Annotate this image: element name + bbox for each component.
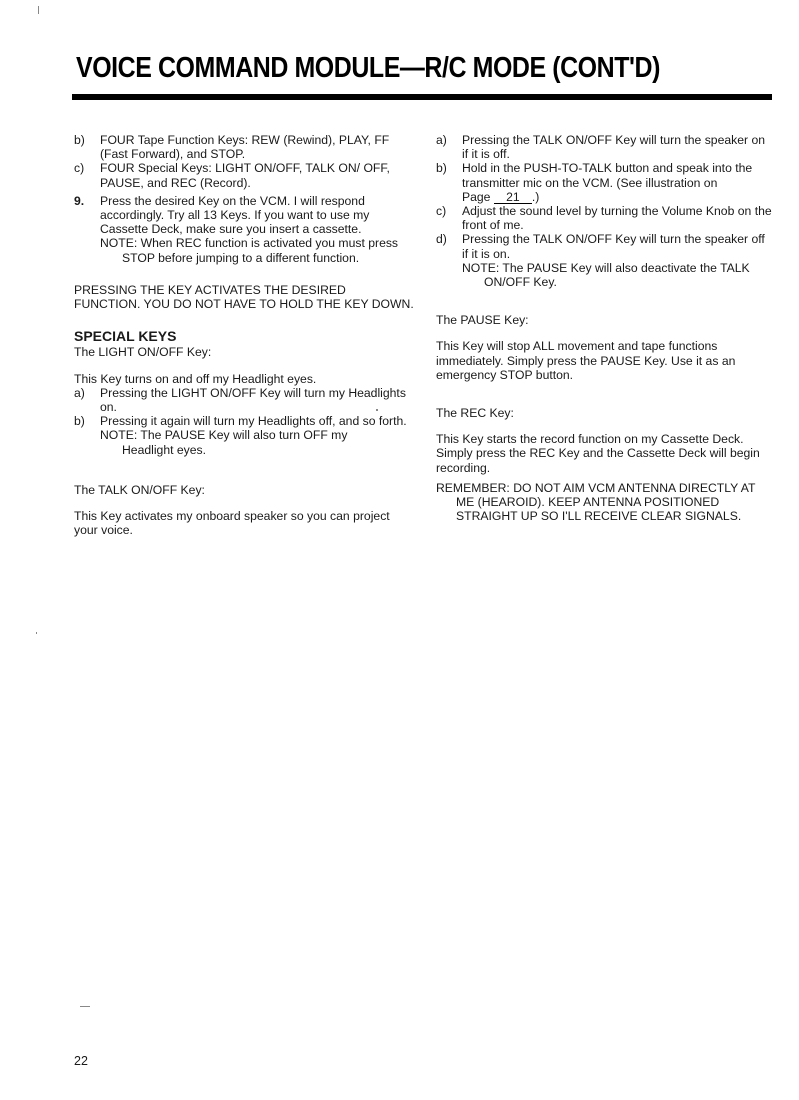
page-ref-close: .)	[531, 189, 540, 204]
list-item-b	[74, 133, 414, 161]
talk-item-d	[436, 232, 772, 260]
item-text: FOUR Special Keys: LIGHT ON/OFF, TALK ON/ OFF, PAUSE, and REC (Record).	[100, 161, 390, 190]
item-marker: c)	[436, 204, 447, 219]
light-key-heading: The LIGHT ON/OFF Key:	[74, 345, 212, 360]
scan-speck	[36, 632, 37, 634]
special-keys-heading: SPECIAL KEYS	[74, 328, 177, 345]
item-text: Pressing it again will turn my Headlights off, and so forth.	[100, 414, 407, 429]
step-number: 9.	[74, 193, 85, 208]
item-marker: a)	[74, 385, 85, 400]
rec-key-heading: The REC Key:	[436, 406, 514, 421]
item-text	[462, 161, 772, 204]
page-number: 22	[74, 1054, 88, 1068]
note-text: NOTE: When REC function is activated you must press	[100, 236, 399, 251]
pause-key-heading: The PAUSE Key:	[436, 313, 529, 328]
remember-line: STRAIGHT UP SO I'LL RECEIVE CLEAR SIGNALS.	[456, 509, 742, 524]
talk-key-intro: This Key activates my onboard speaker so you can project your voice.	[74, 509, 390, 538]
page-ref-number: 21	[494, 192, 532, 204]
remember-line: ME (HEAROID). KEEP ANTENNA POSITIONED	[456, 495, 720, 510]
talk-item-c	[436, 204, 772, 232]
item-marker: b)	[436, 161, 447, 176]
item-marker: b)	[74, 133, 85, 147]
note-text-cont: STOP before jumping to a different function.	[122, 250, 360, 265]
title-rule	[72, 94, 772, 100]
page-title: VOICE COMMAND MODULE—R/C MODE (CONT'D)	[76, 52, 660, 84]
scan-speck	[80, 1006, 90, 1007]
pause-key-text: This Key will stop ALL movement and tape functions immediately. Simply press the PAUSE Key. Use it as an emergency STOP button.	[436, 339, 736, 382]
talk-item-b	[436, 161, 772, 204]
list-item-c	[74, 161, 414, 189]
light-item-b	[74, 414, 414, 428]
talk-key-heading: The TALK ON/OFF Key:	[74, 482, 205, 497]
step-9	[74, 194, 414, 237]
rec-key-text: This Key starts the record function on my Cassette Deck. Simply press the REC Key and the Cassette Deck will begin recording.	[436, 432, 760, 475]
light-key-intro: This Key turns on and off my Headlight eyes.	[74, 371, 317, 386]
remember-line: REMEMBER: DO NOT AIM VCM ANTENNA DIRECTLY AT	[436, 480, 756, 495]
item-text: Pressing the TALK ON/OFF Key will turn the speaker off if it is on.	[462, 232, 765, 261]
item-text: FOUR Tape Function Keys: REW (Rewind), PLAY, FF (Fast Forward), and STOP.	[100, 133, 390, 162]
item-marker: a)	[436, 133, 447, 147]
scan-speck	[376, 409, 378, 411]
page-ref-label: Page	[462, 189, 491, 204]
note-text: NOTE: The PAUSE Key will also deactivate the TALK	[462, 260, 750, 275]
item-marker: b)	[74, 414, 85, 429]
pressing-notice: PRESSING THE KEY ACTIVATES THE DESIRED FUNCTION. YOU DO NOT HAVE TO HOLD THE KEY DOWN.	[74, 282, 414, 312]
item-text: Adjust the sound level by turning the Volume Knob on the front of me.	[462, 204, 772, 233]
item-text-main: Hold in the PUSH-TO-TALK button and speak into the transmitter mic on the VCM. (See illustration on	[462, 161, 753, 190]
scan-speck	[38, 6, 39, 14]
light-item-a	[74, 386, 414, 414]
right-column	[436, 133, 772, 523]
talk-item-a	[436, 133, 772, 161]
step-text: Press the desired Key on the VCM. I will respond accordingly. Try all 13 Keys. If you want to use my Cassette Deck, make sure you insert a cassette.	[100, 193, 370, 237]
remember-note	[436, 481, 772, 524]
item-text: Pressing the LIGHT ON/OFF Key will turn my Headlights on.	[100, 385, 406, 415]
note-text-cont: Headlight eyes.	[122, 442, 207, 457]
item-text: Pressing the TALK ON/OFF Key will turn the speaker on if it is off.	[462, 133, 766, 162]
item-marker: c)	[74, 161, 85, 176]
left-column	[74, 133, 414, 537]
item-marker: d)	[436, 232, 447, 247]
note-text: NOTE: The PAUSE Key will also turn OFF my	[100, 428, 348, 443]
note-text-cont: ON/OFF Key.	[484, 275, 557, 290]
